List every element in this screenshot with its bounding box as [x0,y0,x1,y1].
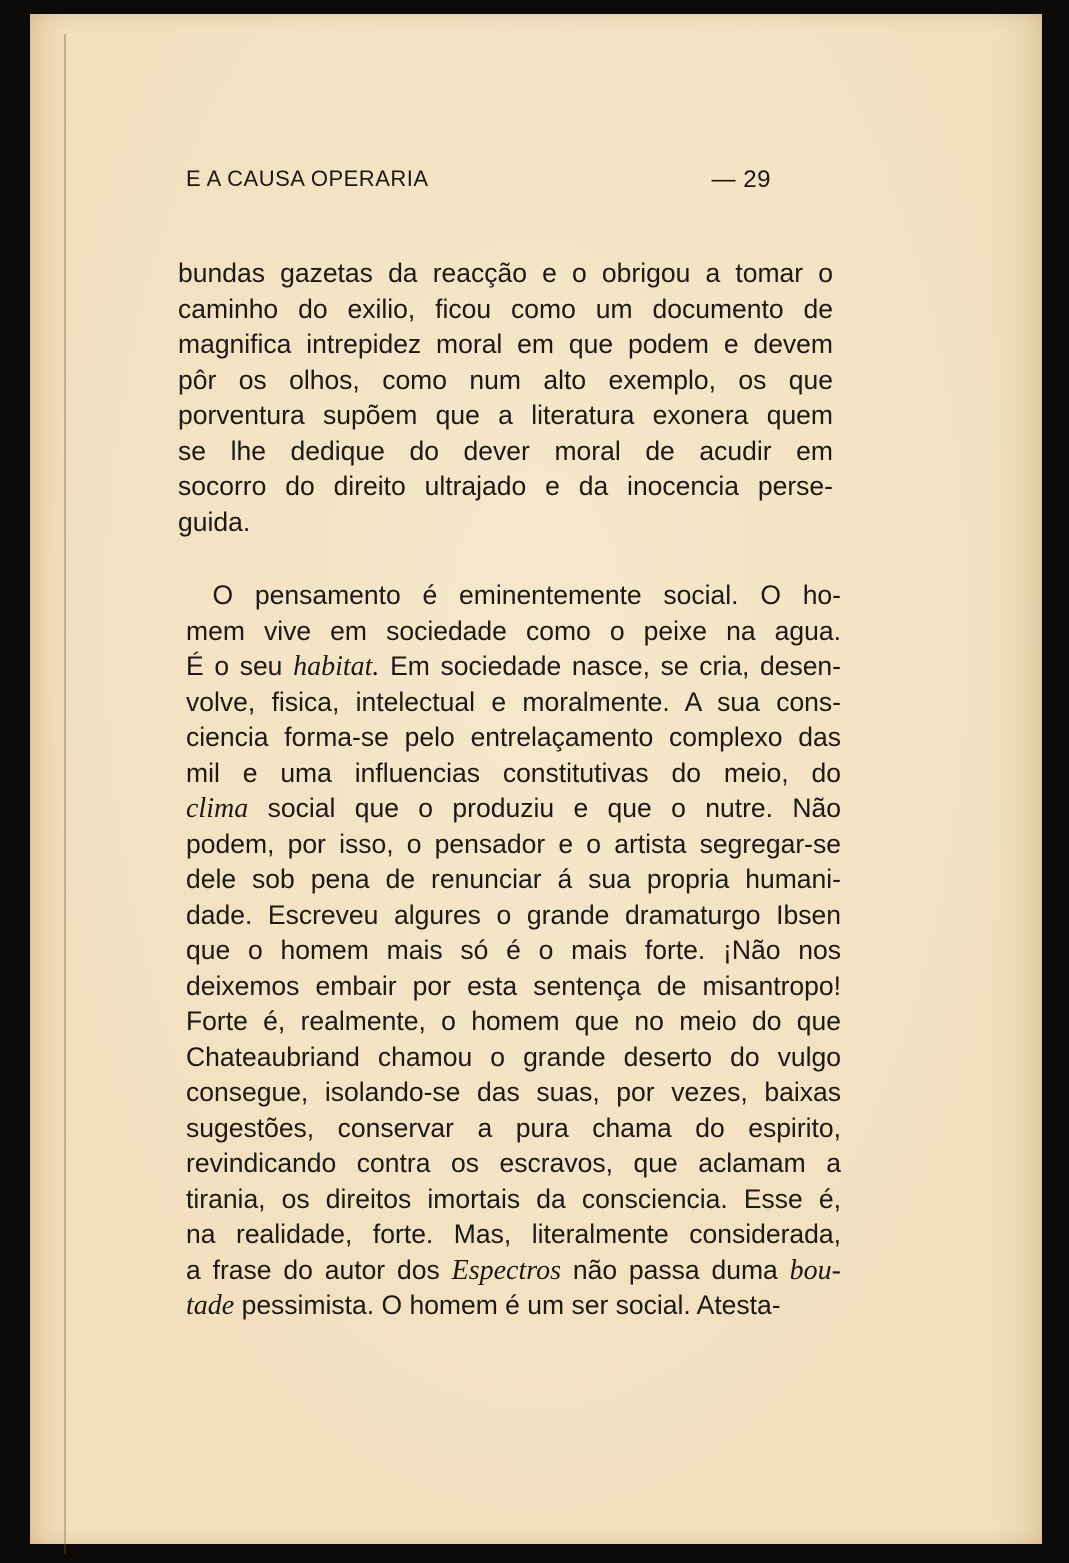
text-line: mil e uma influencias constitutivas do meio, do [186,757,841,788]
text-line: tade pessimista. O homem é um ser social. Atesta- [186,1290,781,1321]
italic-term-boutade: bou- [789,1254,841,1286]
italic-term-clima: clima [186,793,249,824]
running-title: E A CAUSA OPERARIA [186,166,429,191]
text-line: guida. [178,506,251,537]
text-line: revindicando contra os escravos, que aclamam a [186,1148,841,1178]
text-line: pôr os olhos, como num alto exemplo, os que [178,364,833,395]
page-gutter-edge [64,34,66,1554]
text-line: que o homem mais só é o mais forte. ¡Não nos [186,935,841,965]
text-line: clima social que o produziu e que o nutre. Não [186,793,841,824]
italic-term-boutade-end: tade [186,1290,235,1321]
text-line: deixemos embair por esta sentença de misantropo! [186,970,841,1001]
italic-term-habitat: habitat. [293,651,380,682]
text-line: O pensamento é eminentemente social. O ho- [186,578,841,614]
text-line: Chateaubriand chamou o grande deserto do vulgo [186,1041,841,1072]
text-line: É o seu habitat. Em sociedade nasce, se cria, desen- [186,651,841,682]
text-line: Forte é, realmente, o homem que no meio do que [186,1006,841,1036]
text-line: a frase do autor dos Espectros não passa duma bou- [186,1254,841,1286]
text-line: ciencia forma-se pelo entrelaçamento complexo das [186,722,841,752]
text-line: socorro do direito ultrajado e da inocencia perse- [178,471,833,501]
paragraph-indent [186,580,213,610]
paragraph-1 [178,256,833,540]
paragraph-2 [186,578,841,1324]
text-line: sugestões, conservar a pura chama do espirito, [186,1112,841,1143]
text-line: porventura supõem que a literatura exonera quem [178,400,833,430]
text-line: dade. Escreveu algures o grande dramaturgo Ibsen [186,899,841,930]
text-line: se lhe dedique do dever moral de acudir em [178,435,833,466]
text-line: consegue, isolando-se das suas, por vezes, baixas [186,1077,841,1107]
text-line: dele sob pena de renunciar á sua propria humani- [186,864,841,894]
text-line: caminho do exilio, ficou como um documento de [178,293,833,324]
text-line: bundas gazetas da reacção e o obrigou a tomar o [178,258,833,288]
text-line: tirania, os direitos imortais da consciencia. Esse é, [186,1183,841,1214]
page-number: — 29 [711,166,771,193]
italic-title-espectros: Espectros [451,1254,561,1286]
text-line: mem vive em sociedade como o peixe na agua. [186,615,841,646]
text-line: volve, fisica, intelectual e moralmente. A sua cons- [186,686,841,717]
page-header [186,166,771,200]
text-line: magnifica intrepidez moral em que podem e devem [178,329,833,359]
text-line: na realidade, forte. Mas, literalmente considerada, [186,1219,841,1249]
text-line: podem, por isso, o pensador e o artista segregar-se [186,828,841,859]
